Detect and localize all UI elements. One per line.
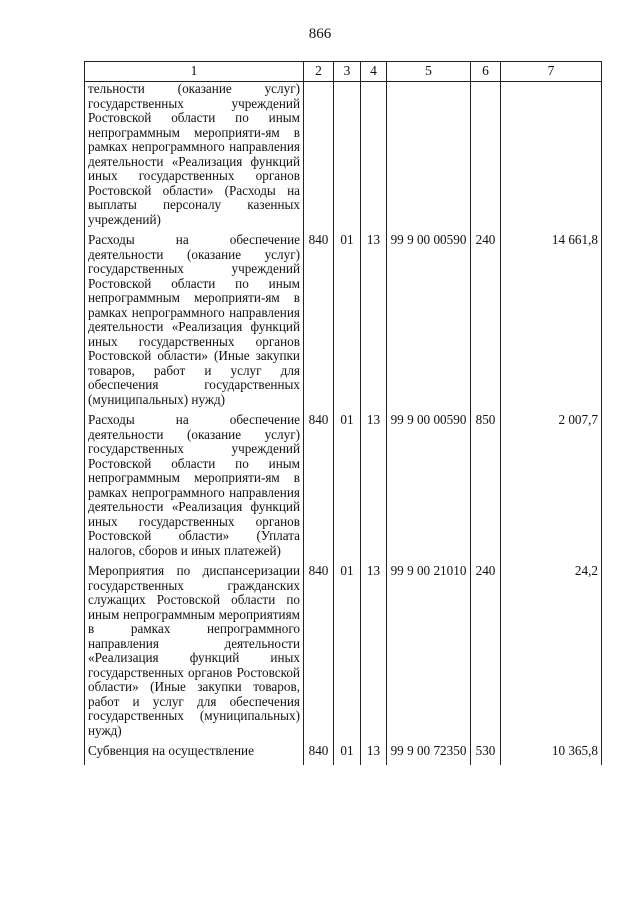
row-target-article — [387, 82, 471, 234]
row-section-code — [334, 82, 361, 234]
header-col-5: 5 — [387, 62, 471, 82]
row-target-article: 99 9 00 21010 — [387, 564, 471, 744]
header-col-4: 4 — [361, 62, 387, 82]
row-name: Расходы на обеспечение деятельности (оказание услуг) государственных учреждений Ростовской области по иным непрограммным мероприяти-ям в рамках непрограммного направления деятельности «Реализация функций иных государственных органов Ростовской области» (Иные закупки товаров, работ и услуг для обеспечения государственных (муниципальных) нужд) — [85, 233, 304, 413]
row-amount: 10 365,8 — [501, 744, 602, 765]
row-subsection-code: 13 — [361, 564, 387, 744]
row-target-article: 99 9 00 72350 — [387, 744, 471, 765]
row-subsection-code — [361, 82, 387, 234]
table-row — [85, 82, 602, 234]
row-name: Субвенция на осуществление — [85, 744, 304, 765]
row-ministry-code — [304, 82, 334, 234]
header-col-3: 3 — [334, 62, 361, 82]
row-section-code: 01 — [334, 413, 361, 564]
table-row — [85, 413, 602, 564]
row-expense-type: 530 — [471, 744, 501, 765]
row-ministry-code: 840 — [304, 413, 334, 564]
header-col-6: 6 — [471, 62, 501, 82]
row-section-code: 01 — [334, 744, 361, 765]
row-name: тельности (оказание услуг) государственных учреждений Ростовской области по иным непрограммным мероприяти-ям в рамках непрограммного направления деятельности «Реализация функций иных государственных органов Ростовской области» (Расходы на выплаты персоналу казенных учреждений) — [85, 82, 304, 234]
row-amount: 2 007,7 — [501, 413, 602, 564]
header-col-1: 1 — [85, 62, 304, 82]
page-number: 866 — [308, 26, 332, 42]
row-subsection-code: 13 — [361, 233, 387, 413]
table-header — [85, 62, 602, 82]
row-ministry-code: 840 — [304, 744, 334, 765]
row-name: Мероприятия по диспансеризации государственных гражданских служащих Ростовской области по иным непрограммным мероприятиям в рамках непрограммного направления деятельности «Реализация функций иных государственных органов Ростовской области» (Иные закупки товаров, работ и услуг для обеспечения государственных (муниципальных) нужд) — [85, 564, 304, 744]
row-expense-type: 240 — [471, 564, 501, 744]
header-col-7: 7 — [501, 62, 602, 82]
row-amount — [501, 82, 602, 234]
row-section-code: 01 — [334, 564, 361, 744]
row-subsection-code: 13 — [361, 744, 387, 765]
row-ministry-code: 840 — [304, 233, 334, 413]
row-amount: 24,2 — [501, 564, 602, 744]
row-expense-type: 850 — [471, 413, 501, 564]
row-ministry-code: 840 — [304, 564, 334, 744]
row-expense-type: 240 — [471, 233, 501, 413]
table-row — [85, 744, 602, 765]
row-expense-type — [471, 82, 501, 234]
row-amount: 14 661,8 — [501, 233, 602, 413]
row-subsection-code: 13 — [361, 413, 387, 564]
row-target-article: 99 9 00 00590 — [387, 413, 471, 564]
row-name: Расходы на обеспечение деятельности (оказание услуг) государственных учреждений Ростовской области по иным непрограммным мероприяти-ям в рамках непрограммного направления деятельности «Реализация функций иных государственных органов Ростовской области» (Уплата налогов, сборов и иных платежей) — [85, 413, 304, 564]
header-col-2: 2 — [304, 62, 334, 82]
table-row — [85, 564, 602, 744]
budget-table — [84, 61, 602, 765]
table-row — [85, 233, 602, 413]
row-section-code: 01 — [334, 233, 361, 413]
row-target-article: 99 9 00 00590 — [387, 233, 471, 413]
